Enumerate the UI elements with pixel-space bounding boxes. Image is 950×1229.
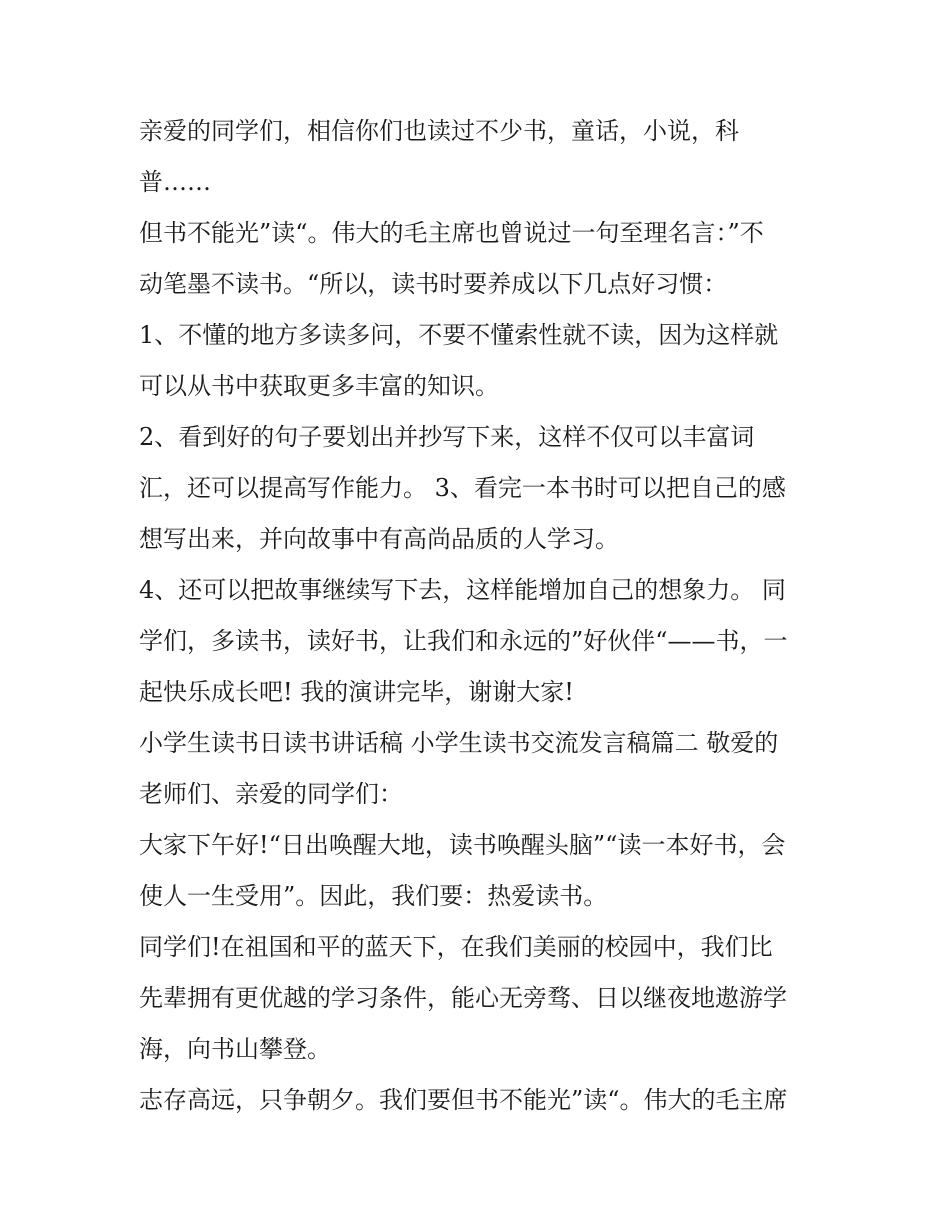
- text-line: 1、不懂的地方多读多问，不要不懂索性就不读，因为这样就: [139, 321, 779, 349]
- text-line: 先辈拥有更优越的学习条件，能心无旁骛、日以继夜地遨游学: [139, 984, 787, 1012]
- text-line: 老师们、亲爱的同学们：: [139, 780, 403, 808]
- text-line: 汇，还可以提高写作能力。 3、看完一本书时可以把自己的感: [139, 474, 786, 502]
- text-line: 使人一生受用”。因此，我们要：热爱读书。: [139, 882, 608, 910]
- text-line: 4、还可以把故事继续写下去，这样能增加自己的想象力。 同: [139, 576, 786, 604]
- text-line: 可以从书中获取更多丰富的知识。: [139, 372, 499, 400]
- text-line: 同学们!在祖国和平的蓝天下，在我们美丽的校园中，我们比: [139, 933, 773, 961]
- text-line: 想写出来，并向故事中有高尚品质的人学习。: [139, 525, 619, 553]
- text-line: 海，向书山攀登。: [139, 1035, 331, 1063]
- text-line: 但书不能光”读“。伟大的毛主席也曾说过一句至理名言：”不: [139, 219, 764, 247]
- body-text: [139, 106, 819, 1126]
- text-line: 大家下午好!“日出唤醒大地，读书唤醒头脑”“读一本好书，会: [139, 831, 786, 859]
- text-line: 2、看到好的句子要划出并抄写下来，这样不仅可以丰富词: [139, 423, 755, 451]
- text-line: 学们，多读书，读好书，让我们和永远的”好伙伴“——书，一: [139, 627, 788, 655]
- text-line: 小学生读书日读书讲话稿 小学生读书交流发言稿篇二 敬爱的: [139, 729, 779, 757]
- text-line: 志存高远，只争朝夕。我们要但书不能光”读“。伟大的毛主席: [139, 1086, 788, 1114]
- text-line: 亲爱的同学们，相信你们也读过不少书，童话，小说，科: [139, 117, 739, 145]
- text-line: 起快乐成长吧! 我的演讲完毕，谢谢大家!: [139, 678, 574, 706]
- text-line: 普……: [139, 168, 211, 196]
- text-line: 动笔墨不读书。“所以，读书时要养成以下几点好习惯：: [139, 270, 728, 298]
